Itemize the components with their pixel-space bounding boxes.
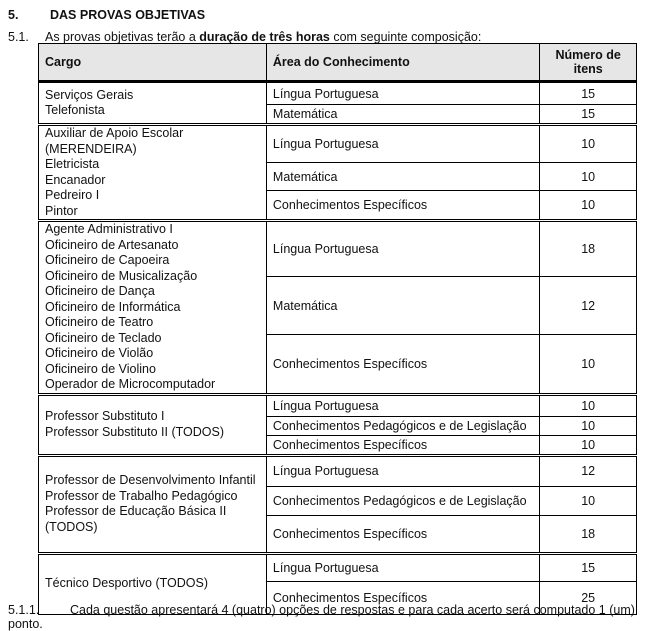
composition-table xyxy=(38,43,637,615)
area-cell: Conhecimentos Pedagógicos e de Legislação xyxy=(266,486,539,515)
cargo-name: Oficineiro de Capoeira xyxy=(45,253,170,267)
cargo-name: Pedreiro I xyxy=(45,188,100,202)
cargo-name: Oficineiro de Dança xyxy=(45,284,155,298)
cargo-name: Oficineiro de Teatro xyxy=(45,315,154,329)
count-cell: 12 xyxy=(540,277,637,334)
count-cell: 18 xyxy=(540,221,637,277)
table-row xyxy=(39,553,637,581)
header-cargo: Cargo xyxy=(39,44,267,82)
area-cell: Língua Portuguesa xyxy=(266,553,539,581)
cargo-name: Agente Administrativo I xyxy=(45,222,173,236)
intro-text-bold: duração de três horas xyxy=(199,30,330,44)
count-cell: 10 xyxy=(540,163,637,191)
cargo-name: Serviços Gerais xyxy=(45,87,134,102)
section-title: DAS PROVAS OBJETIVAS xyxy=(50,8,206,22)
cargo-cell xyxy=(39,394,267,455)
area-cell: Língua Portuguesa xyxy=(266,82,539,105)
area-cell: Conhecimentos Pedagógicos e de Legislação xyxy=(266,416,539,435)
area-cell: Conhecimentos Específicos xyxy=(266,334,539,394)
area-cell: Língua Portuguesa xyxy=(266,125,539,163)
count-cell: 10 xyxy=(540,486,637,515)
area-cell: Conhecimentos Específicos xyxy=(266,581,539,614)
count-cell: 10 xyxy=(540,125,637,163)
area-cell: Conhecimentos Específicos xyxy=(266,515,539,553)
cargo-name: Oficineiro de Teclado xyxy=(45,330,162,345)
section-number: 5. xyxy=(8,8,19,22)
table-row xyxy=(39,221,637,277)
cargo-cell xyxy=(39,125,267,221)
cargo-name: Operador de Microcomputador xyxy=(45,377,216,391)
count-cell: 15 xyxy=(540,82,637,105)
area-cell: Matemática xyxy=(266,277,539,334)
intro-number: 5.1. xyxy=(8,30,29,44)
cargo-name: Professor de Educação Básica II (TODOS) xyxy=(45,504,227,534)
table-row xyxy=(39,125,637,163)
cargo-name: Oficineiro de Musicalização xyxy=(45,268,198,283)
cargo-name: Pintor xyxy=(45,203,78,218)
count-cell: 10 xyxy=(540,334,637,394)
cargo-name: Oficineiro de Informática xyxy=(45,299,181,314)
count-cell: 18 xyxy=(540,515,637,553)
area-cell: Língua Portuguesa xyxy=(266,394,539,416)
area-cell: Conhecimentos Específicos xyxy=(266,435,539,455)
cargo-name: Oficineiro de Artesanato xyxy=(45,237,179,252)
cargo-name: Professor Substituto I xyxy=(45,409,165,423)
intro-text-after: com seguinte composição: xyxy=(329,30,482,44)
cargo-name: Técnico Desportivo (TODOS) xyxy=(45,576,209,591)
count-cell: 12 xyxy=(540,455,637,486)
cargo-name: Oficineiro de Violão xyxy=(45,346,154,360)
table-body xyxy=(39,82,637,615)
section-heading xyxy=(8,8,205,22)
count-cell: 10 xyxy=(540,435,637,455)
cargo-name: Eletricista xyxy=(45,157,100,171)
header-count: Número de itens xyxy=(540,44,637,82)
cargo-name: Encanador xyxy=(45,172,106,187)
table-row xyxy=(39,455,637,486)
intro-text-before: As provas objetivas terão a xyxy=(45,30,200,44)
cargo-cell xyxy=(39,221,267,395)
count-cell: 15 xyxy=(540,105,637,125)
header-area: Área do Conhecimento xyxy=(266,44,539,82)
count-cell: 10 xyxy=(540,416,637,435)
area-cell: Conhecimentos Específicos xyxy=(266,191,539,221)
table-row xyxy=(39,82,637,105)
cargo-cell xyxy=(39,455,267,553)
cargo-cell xyxy=(39,82,267,125)
count-cell: 25 xyxy=(540,581,637,614)
area-cell: Matemática xyxy=(266,163,539,191)
cargo-name: Professor Substituto II (TODOS) xyxy=(45,424,224,439)
cargo-name: Professor de Desenvolvimento Infantil xyxy=(45,473,256,487)
area-cell: Língua Portuguesa xyxy=(266,455,539,486)
footnote-number: 5.1.1. xyxy=(8,603,40,617)
footnote-text: Cada questão apresentará 4 (quatro) opções de respostas e para cada acerto será computado 1 (um) ponto. xyxy=(8,603,635,631)
cargo-name: Telefonista xyxy=(45,103,105,117)
cargo-name: Professor de Trabalho Pedagógico xyxy=(45,488,238,503)
cargo-name: Oficineiro de Violino xyxy=(45,361,156,376)
cargo-name: Auxiliar de Apoio Escolar (MERENDEIRA) xyxy=(45,126,184,156)
table-header-row xyxy=(39,44,637,82)
count-cell: 15 xyxy=(540,553,637,581)
table-row xyxy=(39,394,637,416)
intro-paragraph xyxy=(8,30,481,44)
count-cell: 10 xyxy=(540,191,637,221)
area-cell: Matemática xyxy=(266,105,539,125)
area-cell: Língua Portuguesa xyxy=(266,221,539,277)
count-cell: 10 xyxy=(540,394,637,416)
